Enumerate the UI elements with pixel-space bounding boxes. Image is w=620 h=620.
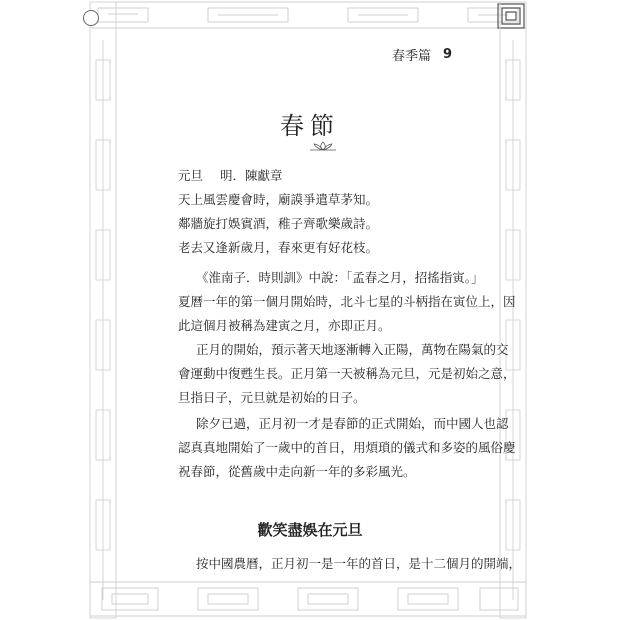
lattice-border-top — [88, 0, 528, 30]
paragraph-line: 祝春節，從舊歲中走向新一年的多彩風光。 — [178, 464, 416, 479]
poem-line: 鄰牆旋打娛賓酒，稚子齊歌樂歲詩。 — [178, 216, 379, 231]
section-label: 春季篇 — [392, 48, 432, 64]
page-number: 9 — [443, 46, 453, 62]
paragraph-line: 夏曆一年的第一個月開始時，北斗七星的斗柄指在寅位上，因 — [178, 294, 516, 309]
section-subtitle: 歡笑盡娛在元旦 — [257, 521, 363, 539]
paragraph-line: 認真真地開始了一歲中的首日，用煩瑣的儀式和多姿的風俗慶 — [178, 440, 516, 455]
paragraph-line: 按中國農曆，正月初一是一年的首日，是十二個月的開端， — [196, 556, 522, 571]
poem-author: 明．陳獻章 — [220, 168, 283, 183]
lotus-ornament-icon — [308, 140, 338, 152]
poem-line: 老去又逢新歲月，春來更有好花枝。 — [178, 240, 379, 255]
running-header — [392, 44, 452, 64]
paragraph-line: 正月的開始，預示著天地逐漸轉入正陽，萬物在陽氣的交 — [196, 342, 509, 357]
paragraph-line: 會運動中復甦生長。正月第一天被稱為元旦，元是初始之意， — [178, 366, 516, 381]
chapter-title: 春節 — [280, 112, 340, 140]
paragraph-line: 除夕已過，正月初一才是春節的正式開始，而中國人也認 — [196, 416, 509, 431]
paragraph-line: 旦指日子，元旦就是初始的日子。 — [178, 390, 366, 405]
poem-title: 元旦 — [178, 168, 204, 183]
paragraph-line: 《淮南子．時則訓》中說：「孟春之月，招搖指寅。」 — [196, 270, 484, 285]
corner-ring-ornament — [83, 10, 99, 26]
lattice-border-bottom — [88, 578, 528, 620]
poem-line: 天上風雲慶會時，廟謨爭遣草茅知。 — [178, 192, 379, 207]
paragraph-line: 此這個月被稱為建寅之月，亦即正月。 — [178, 318, 391, 333]
